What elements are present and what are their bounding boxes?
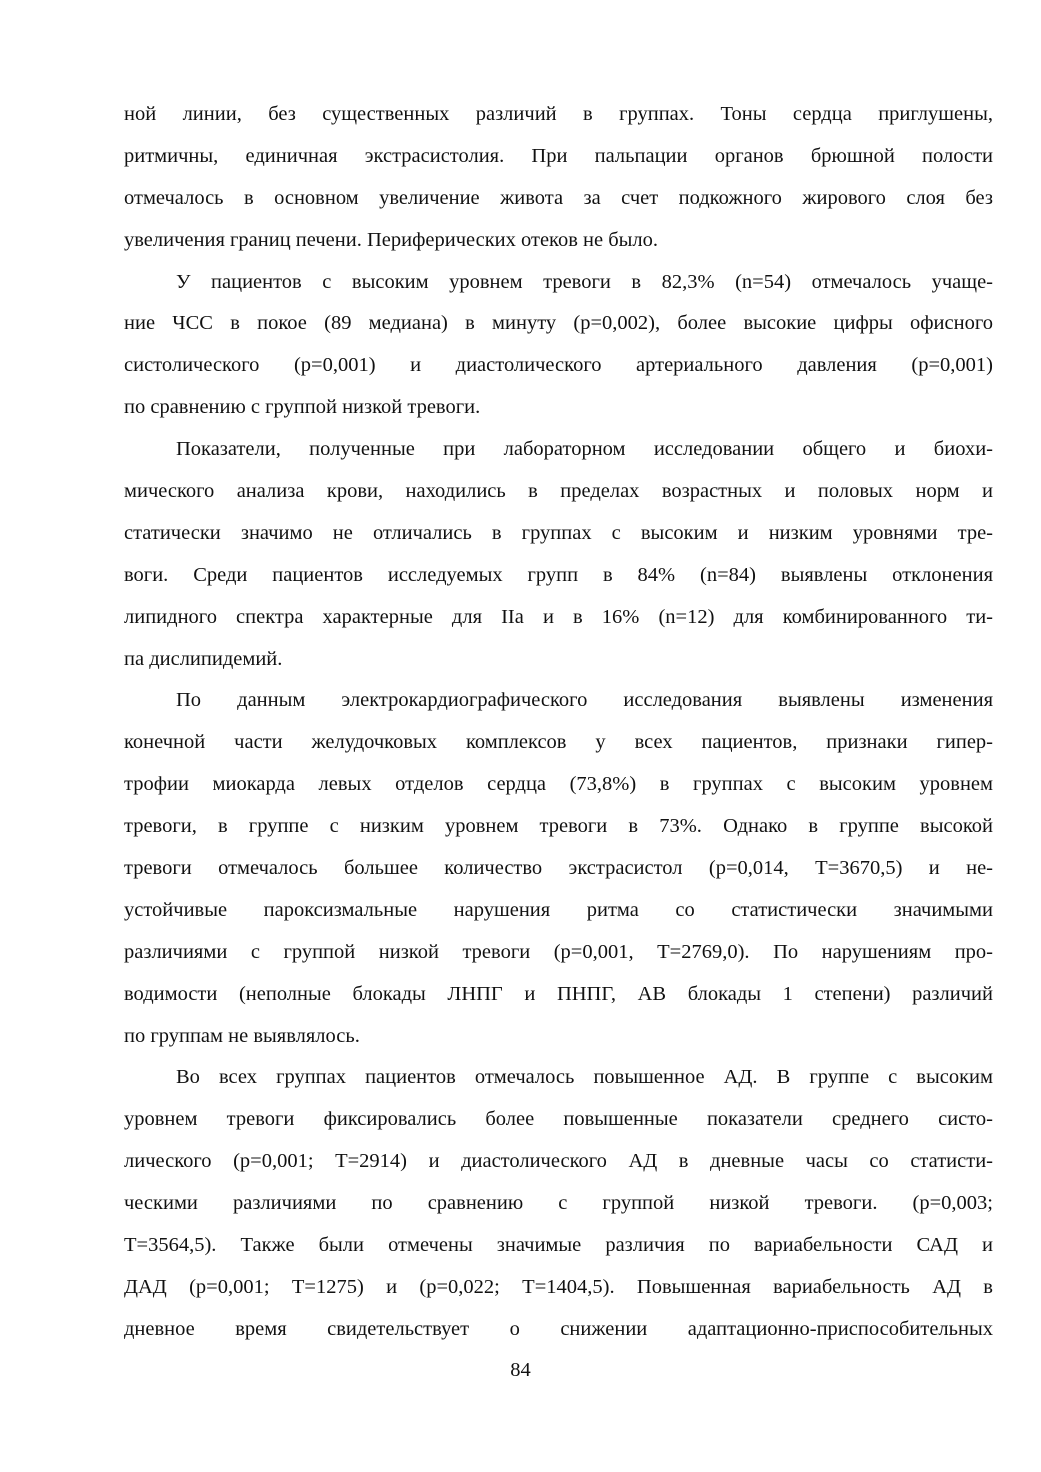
paragraph [124, 94, 993, 262]
text-line: уровнем тревоги фиксировались более повышенные показатели среднего систо- [124, 1108, 993, 1131]
page-number: 84 [510, 1359, 531, 1381]
text-line: тревоги, в группе с низким уровнем тревоги в 73%. Однако в группе высокой [124, 815, 993, 838]
text-line: По данным электрокардиографического исследования выявлены изменения [176, 689, 993, 712]
document-body [124, 94, 993, 1351]
text-line: липидного спектра характерные для IIa и в 16% (n=12) для комбинированного ти- [124, 605, 993, 628]
text-line: устойчивые пароксизмальные нарушения ритма со статистически значимыми [124, 898, 993, 921]
text-line: отмечалось в основном увеличение живота за счет подкожного жирового слоя без [124, 186, 993, 209]
text-line: Во всех группах пациентов отмечалось повышенное АД. В группе с высоким [176, 1066, 993, 1089]
text-line: ДАД (р=0,001; Т=1275) и (р=0,022; Т=1404,5). Повышенная вариабельность АД в [124, 1275, 993, 1298]
text-line: тревоги отмечалось большее количество экстрасистол (р=0,014, Т=3670,5) и не- [124, 857, 993, 880]
text-line: ние ЧСС в покое (89 медиана) в минуту (р=0,002), более высокие цифры офисного [124, 312, 993, 335]
text-line: увеличения границ печени. Периферических отеков не было. [124, 228, 659, 251]
text-line: систолического (р=0,001) и диастолического артериального давления (р=0,001) [124, 354, 993, 377]
text-line: по сравнению с группой низкой тревоги. [124, 396, 481, 419]
text-line: ритмичны, единичная экстрасистолия. При пальпации органов брюшной полости [124, 144, 993, 167]
text-line: конечной части желудочковых комплексов у всех пациентов, признаки гипер- [124, 731, 993, 754]
text-line: различиями с группой низкой тревоги (р=0,001, Т=2769,0). По нарушениям про- [124, 940, 993, 963]
text-line: мического анализа крови, находились в пределах возрастных и половых норм и [124, 480, 993, 503]
text-line: лического (р=0,001; Т=2914) и диастолического АД в дневные часы со статисти- [124, 1150, 993, 1173]
text-line: ной линии, без существенных различий в группах. Тоны сердца приглушены, [124, 103, 993, 125]
text-line: ческими различиями по сравнению с группой низкой тревоги. (р=0,003; [124, 1192, 993, 1215]
text-line: по группам не выявлялось. [124, 1024, 360, 1047]
text-line: Показатели, полученные при лабораторном исследовании общего и биохи- [176, 438, 993, 461]
text-line: Т=3564,5). Также были отмечены значимые различия по вариабельности САД и [124, 1234, 993, 1257]
text-line: дневное время свидетельствует о снижении адаптационно-приспособительных [124, 1317, 993, 1340]
text-line: статически значимо не отличались в группах с высоким и низким уровнями тре- [124, 521, 993, 544]
text-line: трофии миокарда левых отделов сердца (73,8%) в группах с высоким уровнем [124, 773, 993, 796]
paragraph [124, 429, 993, 680]
text-line: У пациентов с высоким уровнем тревоги в 82,3% (n=54) отмечалось учаще- [176, 270, 993, 293]
paragraph [124, 680, 993, 1057]
paragraph [124, 1057, 993, 1350]
paragraph [124, 262, 993, 430]
text-line: па дислипидемий. [124, 647, 283, 670]
text-line: воги. Среди пациентов исследуемых групп в 84% (n=84) выявлены отклонения [124, 563, 993, 586]
text-line: водимости (неполные блокады ЛНПГ и ПНПГ, АВ блокады 1 степени) различий [124, 982, 993, 1005]
